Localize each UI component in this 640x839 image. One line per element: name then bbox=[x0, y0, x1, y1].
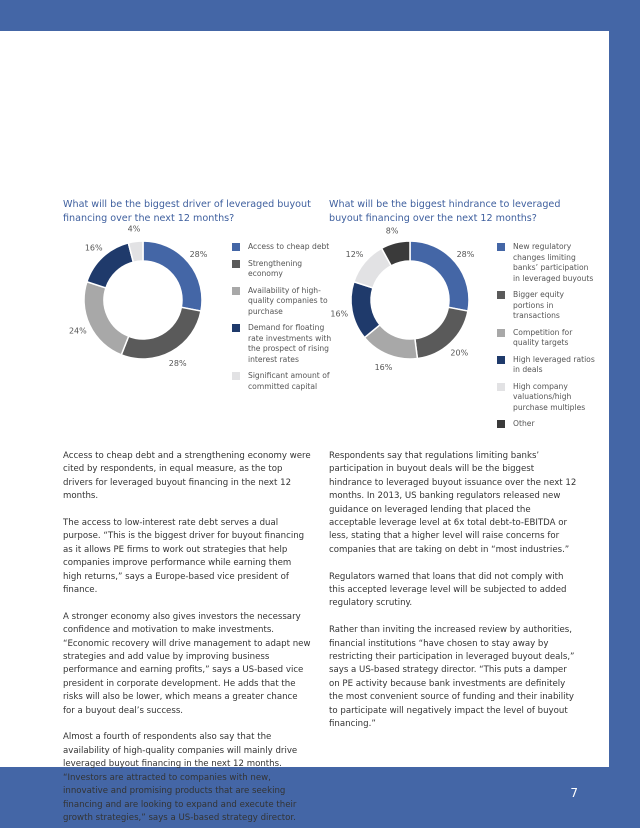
body-column-right bbox=[329, 450, 577, 745]
donut-chart-hindrances bbox=[303, 226, 503, 390]
slice-value-label: 28% bbox=[189, 250, 208, 260]
legend-swatch bbox=[497, 383, 505, 391]
legend-label: Access to cheap debt bbox=[248, 242, 330, 251]
legend-item bbox=[497, 290, 597, 322]
body-paragraph: Rather than inviting the increased review by authorities, financial institutions “have chosen to stay away by restricting their participation in leveraged buyout deals,” says a US-based strategy director. “This puts a damper on PE activity because bank investments are definitely the most convenient source of funding and their inability to participate will negatively impact the level of buyout financing.” bbox=[329, 625, 575, 730]
legend-swatch bbox=[497, 243, 505, 251]
donut-slice bbox=[84, 282, 129, 355]
top-border bbox=[0, 0, 640, 31]
legend-label: Availability of high-quality companies to purchase bbox=[248, 285, 328, 316]
body-paragraph: A stronger economy also gives investors the necessary confidence and motivation to make investments. “Economic recovery will drive management to adapt new strategies and add value by improving business performance and earning profits,” says a US-based vice president in corporate development. He adds that the risks will also be lower, which means a greater chance for a buyout deal’s success. bbox=[63, 611, 311, 716]
slice-value-label: 28% bbox=[456, 250, 475, 260]
slice-value-label: 16% bbox=[330, 309, 349, 319]
legend-item bbox=[497, 242, 597, 284]
legend-label: Significant amount of committed capital bbox=[248, 371, 330, 391]
slice-value-label: 16% bbox=[374, 362, 393, 372]
page-number: 7 bbox=[570, 786, 578, 800]
legend-label: Other bbox=[513, 419, 535, 428]
body-paragraph: Access to cheap debt and a strengthening economy were cited by respondents, in equal measure, as the top drivers for leveraged buyout financing in the next 12 months. bbox=[63, 451, 311, 502]
legend-label: Bigger equity portions in transactions bbox=[513, 290, 565, 320]
legend-swatch bbox=[232, 243, 240, 251]
body-paragraph: Respondents say that regulations limiting banks’ participation in buyout deals will be the biggest hindrance to leveraged buyout issuance over the next 12 months. In 2013, US banking regulators released new guidance on leveraged lending that placed the acceptable leverage level at 6x total debt-to-EBITDA or less, stating that a higher level will raise concerns for companies that are taking on debt in “most industries.” bbox=[329, 451, 577, 555]
legend-label: Demand for floating rate investments with the prospect of rising interest rates bbox=[248, 323, 332, 364]
legend-label: New regulatory changes limiting banks’ participation in leveraged buyouts bbox=[513, 242, 594, 283]
legend-item bbox=[497, 328, 597, 349]
body-paragraph: Almost a fourth of respondents also say that the availability of high-quality companies will mainly drive leveraged buyout financing in the next 12 months. “Investors are attracted to companies with new, innovative and promising products that are seeking financing and are looking to expand and execute their growth strategies,” says a US-based strategy director. bbox=[63, 732, 298, 823]
slice-value-label: 16% bbox=[84, 243, 103, 253]
slice-value-label: 20% bbox=[450, 348, 469, 358]
legend-label: High company valuations/high purchase multiples bbox=[513, 381, 586, 412]
legend-swatch bbox=[497, 356, 505, 364]
legend-swatch bbox=[497, 291, 505, 299]
body-paragraph: Regulators warned that loans that did not comply with this accepted leverage level will be subjected to added regulatory scrutiny. bbox=[329, 571, 567, 609]
legend-label: Competition for quality targets bbox=[513, 327, 573, 347]
legend-swatch bbox=[497, 329, 505, 337]
legend-item bbox=[497, 355, 597, 376]
chart-title-drivers: What will be the biggest driver of leveraged buyout financing over the next 12 months? bbox=[63, 199, 311, 224]
body-column-left bbox=[63, 450, 311, 839]
slice-value-label: 4% bbox=[127, 224, 141, 234]
legend-swatch bbox=[232, 372, 240, 380]
right-border bbox=[609, 0, 640, 828]
body-paragraph: The access to low-interest rate debt serves a dual purpose. “This is the biggest driver for buyout financing as it allows PE firms to work out strategies that help companies improve performance while earning them high returns,” says a Europe-based vice president of finance. bbox=[63, 518, 305, 596]
slice-value-label: 8% bbox=[385, 226, 399, 236]
legend-hindrances bbox=[497, 242, 597, 436]
legend-swatch bbox=[232, 260, 240, 268]
slice-value-label: 12% bbox=[345, 250, 364, 260]
slice-value-label: 28% bbox=[168, 359, 187, 369]
legend-swatch bbox=[497, 420, 505, 428]
legend-label: High leveraged ratios in deals bbox=[513, 354, 595, 374]
slice-value-label: 24% bbox=[68, 326, 87, 336]
chart-title-hindrances: What will be the biggest hindrance to leveraged buyout financing over the next 12 months? bbox=[329, 199, 561, 224]
legend-item bbox=[497, 419, 597, 430]
legend-item bbox=[497, 382, 597, 414]
legend-swatch bbox=[232, 287, 240, 295]
legend-swatch bbox=[232, 324, 240, 332]
donut-chart-drivers bbox=[36, 224, 236, 390]
legend-label: Strengthening economy bbox=[248, 258, 303, 278]
donut-slice bbox=[121, 307, 201, 359]
donut-slice bbox=[351, 282, 380, 338]
